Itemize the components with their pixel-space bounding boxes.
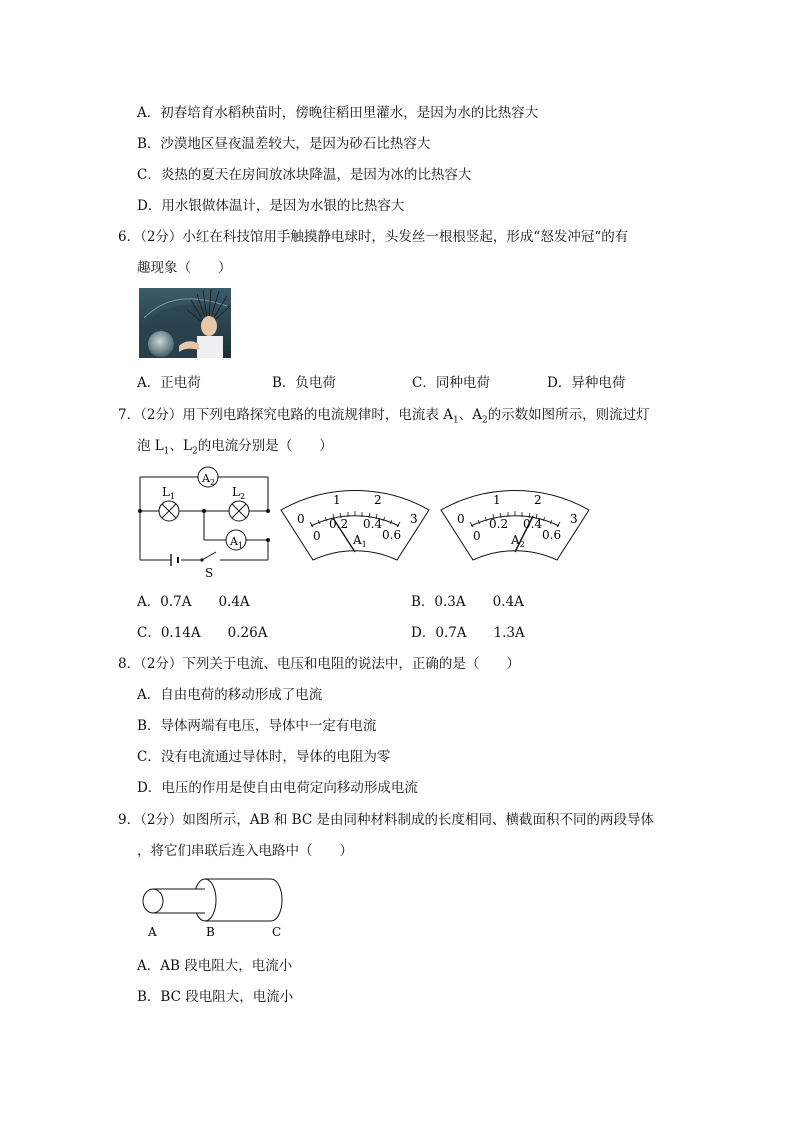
a1-dial-label: $A_1$ — [353, 533, 367, 549]
a1-small-2: 0.4 — [363, 517, 383, 531]
a1-big-3: 3 — [410, 512, 418, 526]
q6-option-a: A．正电荷 — [137, 375, 201, 391]
q7-option-a: A．0.7A 0.4A — [137, 594, 250, 610]
q6-options — [137, 374, 697, 392]
a2-small-1: 0.2 — [489, 517, 509, 531]
q7-stem-line2: 泡 $L_1$、$L_2$的电流分别是（ ） — [137, 438, 333, 457]
q8-option-d: D．电压的作用是使自由电荷定向移动形成电流 — [137, 780, 418, 796]
q6-stem-line1: 6．（2分）小红在科技馆用手触摸静电球时，头发丝一根根竖起，形成“怒发冲冠“的有 — [118, 229, 629, 245]
circuit-l1-label: $L_1$ — [162, 485, 176, 501]
q6-stem-line2: 趣现象（ ） — [137, 260, 232, 276]
a1-small-1: 0.2 — [329, 517, 349, 531]
circuit-switch-label: S — [205, 566, 214, 580]
static-ball-photo — [139, 288, 231, 358]
label-c: C — [272, 925, 282, 939]
q5-option-c: C．炎热的夏天在房间放冰块降温，是因为冰的比热容大 — [137, 167, 472, 183]
q6-option-c: C．同种电荷 — [412, 375, 490, 391]
q7-options-row1 — [137, 593, 557, 611]
a2-big-2: 2 — [534, 493, 542, 507]
conductor-diagram — [139, 876, 289, 942]
q7-option-b: B．0.3A 0.4A — [411, 594, 524, 610]
q8-stem: 8．（2分）下列关于电流、电压和电阻的说法中，正确的是（ ） — [118, 656, 520, 672]
q8-option-b: B．导体两端有电压，导体中一定有电流 — [137, 718, 377, 734]
a1-small-3: 0.6 — [382, 528, 402, 542]
a2-dial-label: $A_2$ — [511, 533, 525, 549]
q7-stem-line1: 7．（2分）用下列电路探究电路的电流规律时，电流表 $A_1$、$A_2$的示数如图所示，则流过灯 — [118, 407, 650, 426]
q8-option-c: C．没有电流通过导体时，导体的电阻为零 — [137, 749, 391, 765]
a1-small-0: 0 — [313, 529, 321, 543]
q9-stem-line2: ，将它们串联后连入电路中（ ） — [137, 843, 353, 859]
q6-option-b: B．负电荷 — [272, 375, 336, 391]
circuit-l2-label: $L_2$ — [232, 485, 246, 501]
q5-option-a: A．初春培育水稻秧苗时，傍晚往稻田里灌水，是因为水的比热容大 — [137, 105, 539, 121]
a1-big-2: 2 — [374, 493, 382, 507]
circuit-diagram — [134, 464, 274, 582]
a2-big-3: 3 — [570, 512, 578, 526]
q5-option-d: D．用水银做体温计，是因为水银的比热容大 — [137, 198, 405, 214]
a2-small-3: 0.6 — [542, 528, 562, 542]
circuit-a1-label: $A_1$ — [230, 535, 244, 550]
a1-big-1: 1 — [333, 493, 341, 507]
q9-option-a: A．AB 段电阻大，电流小 — [137, 958, 293, 974]
label-b: B — [206, 925, 215, 939]
ammeter-a1-dial — [279, 482, 431, 562]
q5-option-b: B．沙漠地区昼夜温差较大，是因为砂石比热容大 — [137, 136, 431, 152]
label-a: A — [148, 925, 157, 939]
q9-stem-line1: 9．（2分）如图所示，AB 和 BC 是由同种材料制成的长度相同、横截面积不同的两段导体 — [118, 812, 654, 828]
q8-option-a: A．自由电荷的移动形成了电流 — [137, 687, 323, 703]
a1-big-0: 0 — [297, 512, 305, 526]
q7-option-c: C．0.14A 0.26A — [137, 625, 268, 641]
a2-big-1: 1 — [493, 493, 501, 507]
a2-big-0: 0 — [457, 512, 465, 526]
ammeter-a2-dial — [439, 482, 591, 562]
a2-small-2: 0.4 — [523, 517, 543, 531]
q9-option-b: B．BC 段电阻大，电流小 — [137, 989, 294, 1005]
a2-small-0: 0 — [473, 529, 481, 543]
q6-option-d: D．异种电荷 — [547, 375, 626, 391]
q7-option-d: D．0.7A 1.3A — [411, 625, 525, 641]
circuit-a2-label: $A_2$ — [202, 472, 216, 487]
q7-options-row2 — [137, 624, 557, 642]
